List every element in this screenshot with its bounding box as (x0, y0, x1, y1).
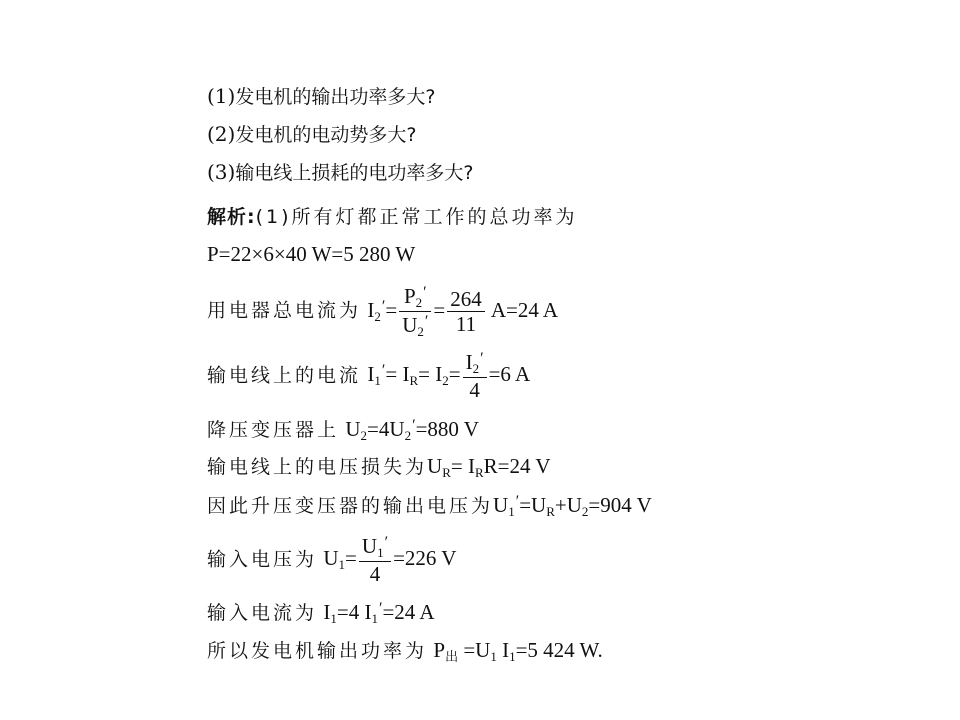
intro-text: (1)所有灯都正常工作的总功率为 (255, 206, 578, 228)
equation: $U_1'=U_R+U_2=904$ V (493, 493, 652, 519)
label: 用电器总电流为 (207, 299, 362, 322)
solution-label: 解析: (207, 206, 256, 228)
label: 输入电压为 (207, 548, 318, 571)
question-number: (3) (207, 160, 236, 184)
stepdown-line (207, 418, 479, 442)
equation: $U_1=$ $\frac{U_1'}{4}$ =226 V (323, 534, 457, 586)
question-number: (1) (207, 84, 236, 108)
question-3 (207, 162, 473, 183)
question-number: (2) (207, 122, 236, 146)
equation: $U_2=4U_2'=880$ V (345, 417, 479, 443)
equation: $P_出 =U_1$ $I_1=5$ 424 W. (433, 638, 603, 664)
question-2 (207, 124, 416, 145)
total-power-equation: P=22×6×40 W=5 280 W (207, 242, 416, 266)
line-current-line (207, 350, 530, 403)
label: 输电线上的电压损失为 (207, 456, 428, 478)
label: 因此升压变压器的输出电压为 (207, 495, 494, 517)
input-voltage-line (207, 534, 456, 587)
label: 输入电流为 (207, 602, 318, 624)
label: 输电线上的电流 (207, 364, 362, 387)
equation: $I_2'=$ $\frac{P_2'}{U_2'}$ = $\frac{264}{11}$ A=24 A (367, 284, 559, 339)
solution-intro (207, 206, 578, 227)
question-text: 发电机的电动势多大? (235, 124, 417, 146)
question-text: 输电线上损耗的电功率多大? (235, 162, 474, 184)
equation: $I_1=4$ $I_1'=24$ A (323, 600, 435, 626)
label: 所以发电机输出功率为 (207, 640, 428, 662)
output-power-line (207, 640, 603, 663)
stepup-line (207, 494, 652, 518)
question-1 (207, 86, 435, 107)
input-current-line (207, 601, 435, 625)
equation: $I_1'= I_R= I_2=$ $\frac{I_2'}{4}$ =6 A (367, 350, 531, 402)
total-current-line (207, 284, 558, 340)
question-text: 发电机的输出功率多大? (235, 86, 436, 108)
equation: $U_R= I_RR=24$ V (427, 454, 551, 480)
label: 降压变压器上 (207, 419, 340, 441)
voltage-loss-line (207, 456, 551, 479)
